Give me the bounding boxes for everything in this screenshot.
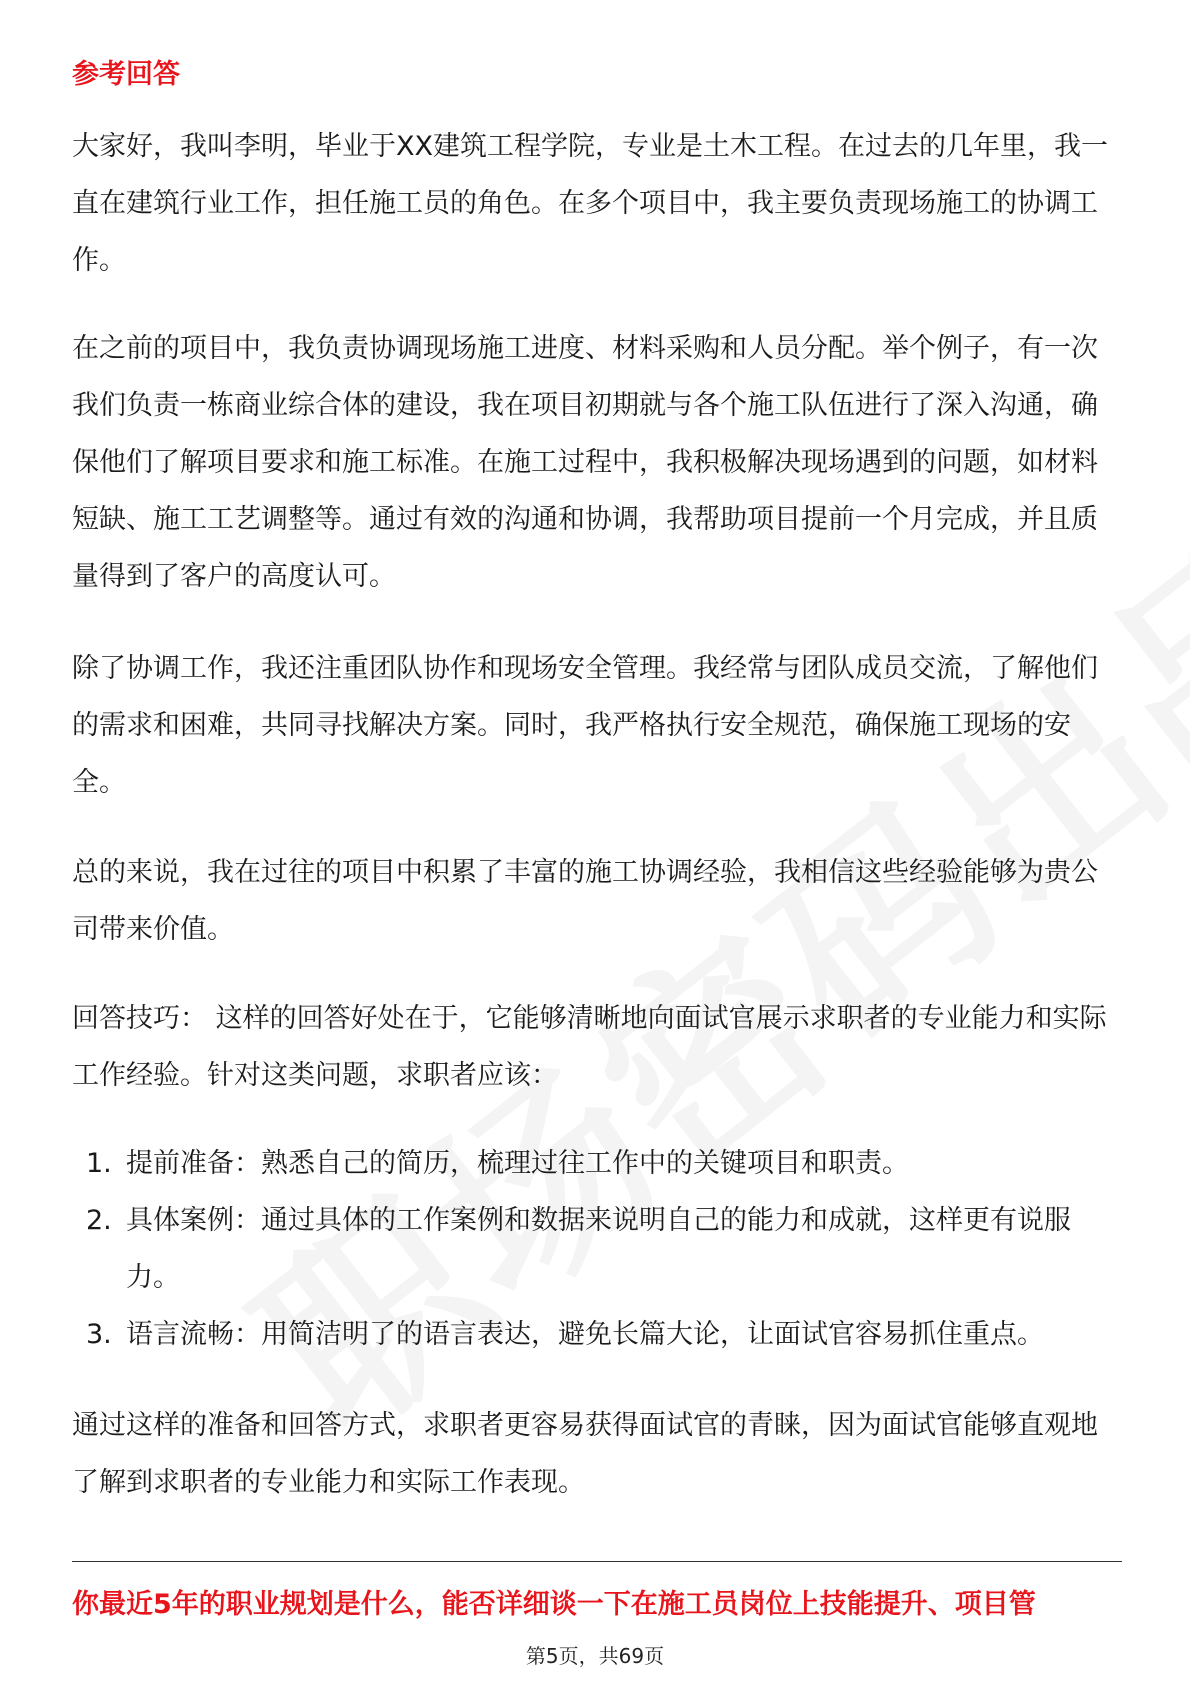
list-item-text: 具体案例：通过具体的工作案例和数据来说明自己的能力和成就，这样更有说服力。 — [126, 1205, 1071, 1293]
page-number: 第5页，共69页 — [525, 1644, 665, 1668]
section-heading: 参考回答 — [72, 59, 180, 90]
list-item-number: 3. — [86, 1319, 112, 1350]
list-item — [72, 1135, 1122, 1192]
list-item-text: 提前准备：熟悉自己的简历，梳理过往工作中的关键项目和职责。 — [126, 1148, 909, 1179]
list-item — [72, 1306, 1122, 1363]
tips-list — [72, 1135, 1122, 1363]
divider — [72, 1561, 1122, 1562]
list-item-number: 2. — [86, 1205, 112, 1236]
list-item-number: 1. — [86, 1148, 112, 1179]
tips-intro-paragraph: 回答技巧： 这样的回答好处在于，它能够清晰地向面试官展示求职者的专业能力和实际工作经验。针对这类问题，求职者应该： — [72, 1003, 1107, 1091]
answer-paragraph-4: 总的来说，我在过往的项目中积累了丰富的施工协调经验，我相信这些经验能够为贵公司带来价值。 — [72, 857, 1098, 945]
answer-paragraph-3: 除了协调工作，我还注重团队协作和现场安全管理。我经常与团队成员交流，了解他们的需求和困难，共同寻找解决方案。同时，我严格执行安全规范，确保施工现场的安全。 — [72, 653, 1098, 798]
list-item — [72, 1192, 1122, 1306]
list-item-text: 语言流畅：用简洁明了的语言表达，避免长篇大论，让面试官容易抓住重点。 — [126, 1319, 1044, 1350]
closing-paragraph: 通过这样的准备和回答方式，求职者更容易获得面试官的青睐，因为面试官能够直观地了解到求职者的专业能力和实际工作表现。 — [72, 1410, 1098, 1498]
answer-paragraph-2: 在之前的项目中，我负责协调现场施工进度、材料采购和人员分配。举个例子，有一次我们负责一栋商业综合体的建设，我在项目初期就与各个施工队伍进行了深入沟通，确保他们了解项目要求和施工标准。在施工过程中，我积极解决现场遇到的问题，如材料短缺、施工工艺调整等。通过有效的沟通和协调，我帮助项目提前一个月完成，并且质量得到了客户的高度认可。 — [72, 333, 1098, 592]
answer-paragraph-1: 大家好，我叫李明，毕业于XX建筑工程学院，专业是土木工程。在过去的几年里，我一直在建筑行业工作，担任施工员的角色。在多个项目中，我主要负责现场施工的协调工作。 — [72, 131, 1108, 276]
next-question-heading: 你最近5年的职业规划是什么，能否详细谈一下在施工员岗位上技能提升、项目管 — [72, 1589, 1036, 1620]
